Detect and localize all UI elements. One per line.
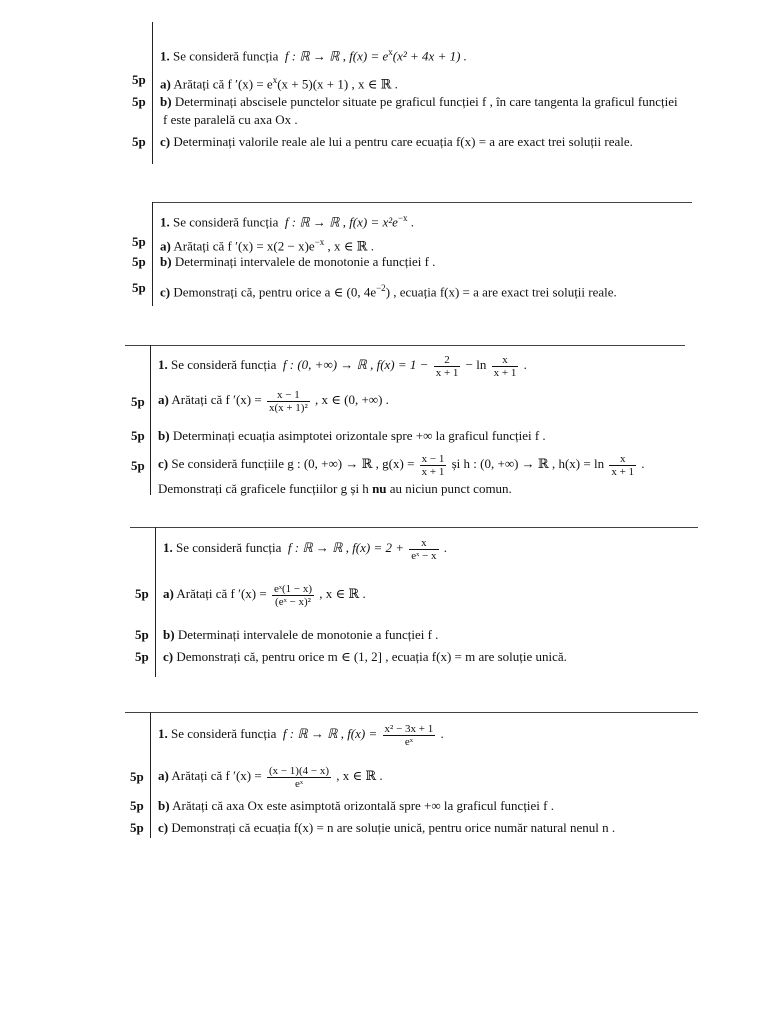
- points-label: 5p: [135, 586, 149, 601]
- points-label: 5p: [130, 820, 144, 835]
- item-a: a) Arătați că f $'(x) = x(2 - x)e^{-x}$ , x ∈ ℝ .: [160, 237, 374, 254]
- exercise-statement: 1. Se consideră funcția f : (0, +∞) → ℝ , f(x) = 1 − $\frac{2}{x + 1}$ − ln $\frac{x}{x + 1}$ .: [158, 353, 527, 379]
- points-label: 5p: [132, 94, 146, 109]
- item-a: a) Arătați că f ′(x) = $\frac{\text{eˣ(1 − x)}}{\text{(eˣ − x)²}}$ , x ∈ ℝ .: [163, 582, 366, 608]
- points-label: 5p: [132, 280, 146, 295]
- points-label: 5p: [131, 428, 145, 443]
- fraction: $\frac{(x - 1)(4 - x)}{\text{eˣ}}$: [268, 764, 329, 790]
- margin-line: [150, 712, 151, 838]
- item-b: b) Determinați ecuația asimptotei orizontale spre +∞ la graficul funcției f .: [158, 428, 546, 443]
- points-label: 5p: [132, 234, 146, 249]
- separator-line: [152, 202, 692, 203]
- points-label: 5p: [131, 394, 145, 409]
- exercise-statement: 1. Se consideră funcția f : ℝ → ℝ , f(x) = $\frac{\text{x² − 3x + 1}}{\text{eˣ}}$ .: [158, 722, 444, 748]
- points-label: 5p: [132, 254, 146, 269]
- separator-line: [125, 345, 685, 346]
- margin-line: [152, 22, 153, 164]
- points-label: 5p: [130, 769, 144, 784]
- fraction: $\frac{\text{eˣ(1 − x)}}{\text{(eˣ − x)²}}$: [273, 582, 313, 608]
- fraction: $\frac{x - 1}{\text{x(x + 1)²}}$: [268, 388, 308, 414]
- fraction: $\frac{x - 1}{x + 1}$: [421, 452, 445, 478]
- fraction: $\frac{x}{x + 1}$: [493, 353, 517, 379]
- item-a: a) Arătați că f ′(x) = $\frac{(x - 1)(4 - x)}{\text{eˣ}}$ , x ∈ ℝ .: [158, 764, 383, 790]
- item-b-continued: f este paralelă cu axa Ox .: [163, 112, 298, 127]
- fraction: $\frac{\text{x² − 3x + 1}}{\text{eˣ}}$: [384, 722, 434, 748]
- exercise-statement: 1. Se consideră funcția f : ℝ → ℝ , $f(x) = e^x(x^2 + 4x + 1)$ .: [160, 47, 467, 64]
- item-c: c) Demonstrați că ecuația f(x) = n are soluție unică, pentru orice număr natural nenul n .: [158, 820, 616, 835]
- item-c-continued: Demonstrați că graficele funcțiilor g și h nu au niciun punct comun.: [158, 481, 512, 496]
- margin-line: [150, 345, 151, 495]
- item-c: c) Se consideră funcțiile g : (0, +∞) → ℝ , g(x) = $\frac{x - 1}{x + 1}$ și h : (0, +∞) → ℝ , h(x) = ln $\frac{x}{x + 1}$ .: [158, 452, 645, 478]
- item-b: b) Determinați abscisele punctelor situate pe graficul funcției f , în care tangenta la graficul funcției: [160, 94, 678, 109]
- fraction: $\frac{x}{x + 1}$: [611, 452, 635, 478]
- points-label: 5p: [132, 134, 146, 149]
- fraction: $\frac{x}{\text{eˣ − x}}$: [411, 536, 437, 562]
- exercise-statement: 1. Se consideră funcția f : ℝ → ℝ , f(x) = 2 + $\frac{x}{\text{eˣ − x}}$ .: [163, 536, 448, 562]
- separator-line: [130, 527, 698, 528]
- item-a: a) Arătați că f $'(x) = e^x(x + 5)(x + 1)$ , x ∈ ℝ .: [160, 75, 398, 92]
- margin-line: [152, 202, 153, 306]
- exercise-statement: 1. Se consideră funcția f : ℝ → ℝ , $f(x) = x^2e^{-x}$ .: [160, 213, 415, 230]
- points-label: 5p: [130, 798, 144, 813]
- points-label: 5p: [135, 649, 149, 664]
- points-label: 5p: [131, 458, 145, 473]
- separator-line: [125, 712, 698, 713]
- item-b: b) Arătați că axa Ox este asimptotă orizontală spre +∞ la graficul funcției f .: [158, 798, 554, 813]
- points-label: 5p: [135, 627, 149, 642]
- fraction: $\frac{2}{x + 1}$: [435, 353, 459, 379]
- item-b: b) Determinați intervalele de monotonie a funcției f .: [160, 254, 436, 269]
- item-a: a) Arătați că f ′(x) = $\frac{x - 1}{\text{x(x + 1)²}}$ , x ∈ (0, +∞) .: [158, 388, 389, 414]
- margin-line: [155, 527, 156, 677]
- item-b: b) Determinați intervalele de monotonie a funcției f .: [163, 627, 439, 642]
- item-c: c) Determinați valorile reale ale lui a pentru care ecuația f(x) = a are exact trei soluții reale.: [160, 134, 633, 149]
- points-label: 5p: [132, 72, 146, 87]
- item-c: c) Demonstrați că, pentru orice a ∈ (0, $4e^{-2}$) , ecuația f(x) = a are exact trei soluții reale.: [160, 283, 617, 300]
- item-c: c) Demonstrați că, pentru orice m ∈ (1, 2] , ecuația f(x) = m are soluție unică.: [163, 649, 567, 664]
